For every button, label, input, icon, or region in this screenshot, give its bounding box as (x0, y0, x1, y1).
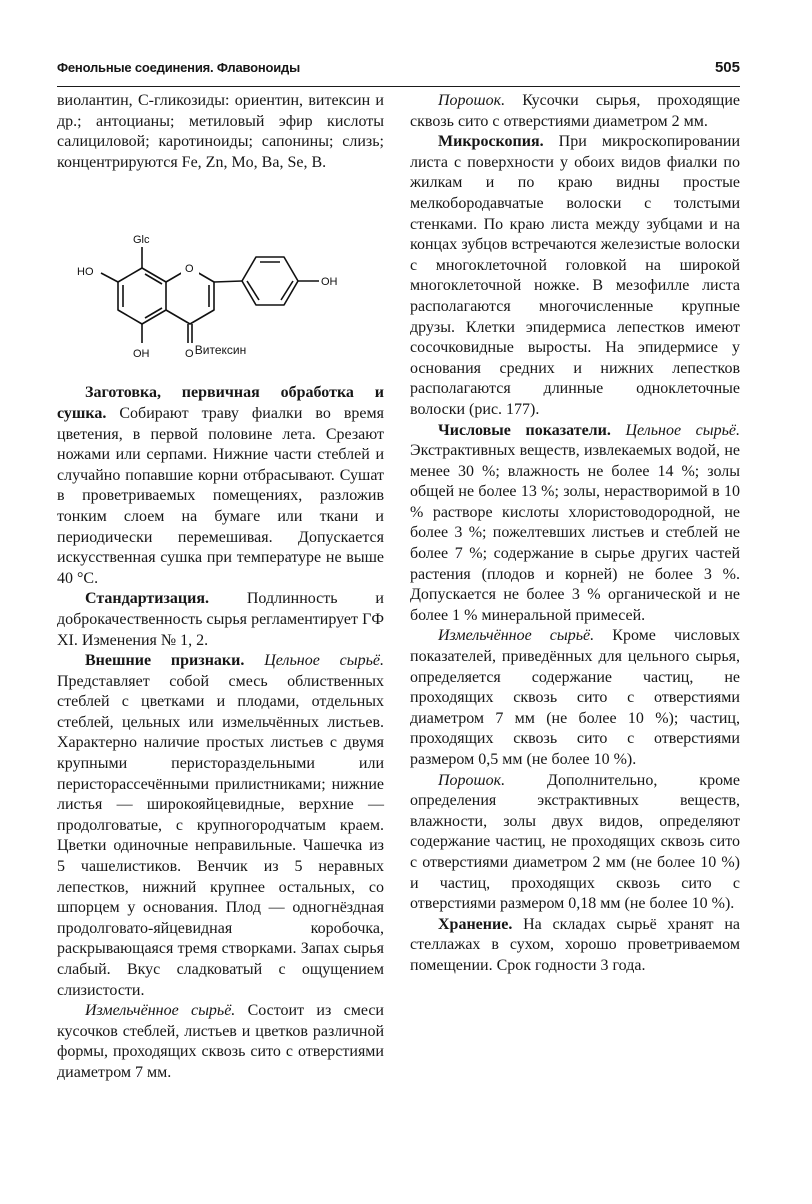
figure-caption: Витексин (194, 343, 247, 358)
microscopy-heading: Микроскопия. (438, 133, 544, 151)
crushed-paragraph (57, 1001, 384, 1083)
powder-italic: Порошок. (438, 92, 506, 109)
numeric-text: Экстрактивных веществ, извлекаемых водой, не менее 30 %; влажность не более 14 %; золы общей не более 13 %; золы, нерастворимой в 10 % растворе кислоты хлористоводородной, не более 3 %; пожелтевших листьев и стеблей не более 7 %; содержание в сырье других частей растения (плодов и корней) не более 3 %. Допускается не более 3 % органической и не более 1 % минеральной примесей. (410, 442, 740, 624)
numeric-crushed-italic: Измельчённое сырьё. (438, 627, 595, 645)
standard-text: Подлинность и доброкачественность сырья регламентирует ГФ XI. Изменения № 1, 2. (57, 590, 384, 649)
microscopy-paragraph (410, 132, 740, 420)
powder-text: Кусочки сырья, проходящие сквозь сито с отверстиями диаметром 2 мм. (410, 92, 740, 130)
ring-b (242, 257, 298, 305)
storage-text: На складах сырьё хранят на стеллажах в сухом, хорошо проветриваемом помещении. Срок годности 3 года. (410, 915, 740, 974)
vitexin-structure-figure (57, 173, 384, 369)
crushed-text: Состоит из смеси кусочков стеблей, листьев и цветков различной формы, проходящих сквозь сито с отверстиями диаметром 7 мм. (57, 1002, 384, 1081)
numeric-heading: Числовые показатели. (438, 421, 611, 439)
running-header (57, 54, 740, 87)
keto-oxygen-label: O (185, 348, 194, 361)
numeric-powder-text: Дополнительно, кроме определения экстрактивных веществ, влажности, золы двух видов, определяют содержание частиц, не проходящих сквозь сито с отверстиями диаметром 2 мм (не более 10 %) и частиц, проходящих сквозь сито с отверстиями размером 0,18 мм (не более 10 %). (410, 771, 740, 913)
storage-heading: Хранение. (438, 915, 513, 933)
crushed-italic: Измельчённое сырьё. (85, 1002, 236, 1020)
running-title: Фенольные соединения. Флавоноиды (57, 60, 300, 75)
constituents-paragraph: виолантин, С-гликозиды: ориентин, витексин и др.; антоцианы; метиловый эфир кислоты салициловой; каротиноиды; сапонины; слизь; концентрируются Fe, Zn, Mo, Ba, Se, B. (57, 92, 384, 171)
powder-paragraph (410, 91, 740, 132)
harvest-text: Собирают траву фиалки во время цветения, в первой половине лета. Срезают ножами или серпами. Нижние части стеблей и случайно попавшие корни отбрасывают. Сушат в проветриваемых помещениях, разложив тонким слоем на бумаге или ткани и периодически перемешивая. Допускается искусственная сушка при температуре не выше 40 °С. (57, 404, 384, 587)
hydroxyl-label-bottom: OH (133, 348, 150, 361)
ring-c (166, 268, 214, 324)
external-text: Представляет собой смесь облиственных стеблей с цветками и плодами, отдельных стеблей, цельных или измельчённых листьев. Характерно наличие простых листьев с двумя крупными перисторaздельными или перисторассечёнными прилистниками; нижние листья — широкояйцевидные, верхние — продолговатые, с крупногородчатым краем. Цветки одиночные неправильные. Чашечка из 5 чашелистиков. Венчик из 5 неравных лепестков, нижний крупнее остальных, со шпорцем у основания. Плод — одногнёздная продолговато-яйцевидная коробочка, раскрывающаяся тремя створками. Запах сырья слабый. Вкус сладковатый с ощущением слизистости. (57, 672, 384, 999)
harvest-paragraph (57, 383, 384, 589)
page-number: 505 (714, 59, 740, 76)
glucose-label: Glc (133, 234, 150, 247)
ring-oxygen-label: O (185, 263, 194, 276)
numeric-italic: Цельное сырьё. (610, 421, 740, 439)
external-paragraph (57, 651, 384, 1001)
numeric-crushed-text: Кроме числовых показателей, приведённых для цельного сырья, определяется содержание частиц, не проходящих сквозь сито с отверстиями диаметром 7 мм (не более 10 %); частиц, проходящих сквозь сито с отверстиями размером 0,5 мм (не более 10 %). (410, 627, 741, 768)
external-italic: Цельное сырьё. (244, 652, 385, 670)
numeric-powder-italic: Порошок. (438, 771, 506, 789)
microscopy-text: При микроскопировании листа с поверхности у обоих видов фиалки по жилкам и по краю видны простые мелкобородавчатые волоски с толстыми стенками. По краю листа между зубцами и на концах зубцов встречаются железистые волоски с многоклеточной головкой на широкой многоклеточной ножке. В мезофилле листа располагаются многочисленные крупные друзы. Клетки эпидермиса лепестков имеют сосочковидные выросты. На эпидермисе у основания средних и нижних лепестков располагаются длинные одноклеточные волоски (рис. 177). (410, 133, 740, 418)
harvest-heading: Заготовка, первичная обработка и сушка. (57, 384, 384, 422)
numeric-paragraph (410, 421, 740, 627)
ring-a (118, 268, 166, 324)
right-column (410, 91, 740, 977)
external-heading: Внешние признаки. (85, 652, 245, 670)
left-column (57, 91, 384, 1084)
vitexin-structure-diagram (57, 173, 384, 369)
standard-heading: Стандартизация. (85, 590, 209, 608)
standard-paragraph (57, 589, 384, 651)
storage-paragraph (410, 915, 740, 977)
numeric-powder-paragraph (410, 771, 740, 915)
hydroxyl-label-right: OH (321, 276, 338, 289)
hydroxyl-label-left: HO (77, 266, 94, 279)
numeric-crushed-paragraph (410, 626, 740, 770)
